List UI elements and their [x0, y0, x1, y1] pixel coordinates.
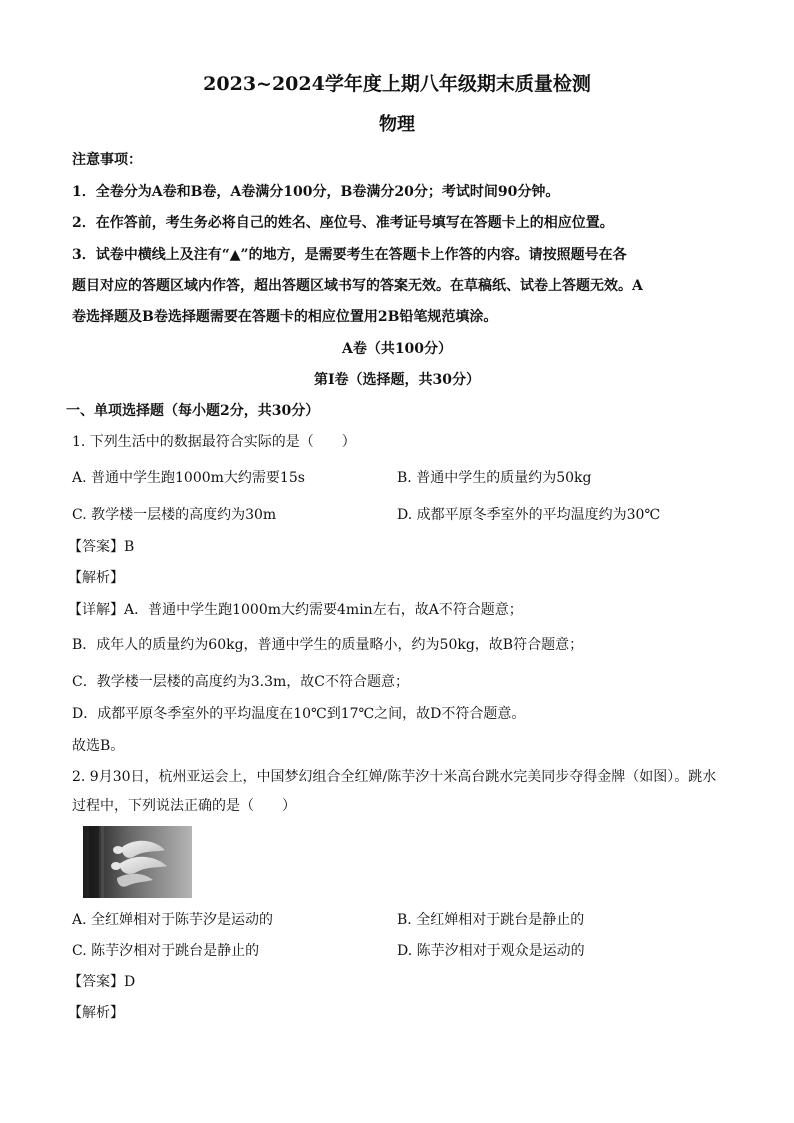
notice-item: 2．在作答前，考生务必将自己的姓名、座位号、准考证号填写在答题卡上的相应位置。: [72, 215, 614, 231]
notice-heading: 注意事项：: [72, 152, 142, 168]
subject-title: 物理: [379, 114, 415, 135]
q1-answer: 【答案】B: [68, 539, 135, 555]
q1-analysis-label: 【解析】: [68, 570, 124, 586]
q1-option-d: D. 成都平原冬季室外的平均温度约为30℃: [397, 507, 661, 523]
q2-analysis-label: 【解析】: [68, 1005, 124, 1021]
question-type-heading: 一、单项选择题（每小题2分，共30分）: [66, 403, 320, 419]
notice-item: 题目对应的答题区域内作答，超出答题区域书写的答案无效。在草稿纸、试卷上答题无效。A: [72, 278, 643, 294]
q1-option-a: A. 普通中学生跑1000m大约需要15s: [72, 470, 305, 486]
q1-option-b: B. 普通中学生的质量约为50kg: [397, 470, 592, 486]
notice-item: 1．全卷分为A卷和B卷，A卷满分100分，B卷满分20分；考试时间90分钟。: [72, 184, 560, 200]
notice-item: 卷选择题及B卷选择题需要在答题卡的相应位置用2B铅笔规范填涂。: [72, 309, 498, 325]
q2-option-b: B. 全红婵相对于跳台是静止的: [397, 912, 585, 928]
q2-stem-line2: 过程中，下列说法正确的是（ ）: [72, 798, 296, 814]
volume-a-heading: A卷（共100分）: [341, 341, 453, 357]
part-one-heading: 第Ⅰ卷（选择题，共30分）: [313, 372, 481, 388]
q2-answer: 【答案】D: [68, 974, 136, 990]
q1-detail-line: C．教学楼一层楼的高度约为3.3m，故C不符合题意；: [72, 674, 409, 690]
exam-title: 2023~2024学年度上期八年级期末质量检测: [203, 73, 591, 95]
q2-option-c: C. 陈芋汐相对于跳台是静止的: [72, 943, 260, 959]
q1-detail-line: B．成年人的质量约为60kg，普通中学生的质量略小，约为50kg，故B符合题意；: [72, 637, 584, 653]
notice-item: 3．试卷中横线上及注有“▲”的地方，是需要考生在答题卡上作答的内容。请按照题号在各: [72, 247, 627, 263]
q2-option-a: A. 全红婵相对于陈芋汐是运动的: [72, 912, 274, 928]
q2-option-d: D. 陈芋汐相对于观众是运动的: [397, 943, 585, 959]
q1-stem: 1. 下列生活中的数据最符合实际的是（ ）: [72, 434, 356, 450]
q2-stem-line1: 2. 9月30日，杭州亚运会上，中国梦幻组合全红婵/陈芋汐十米高台跳水完美同步夺得金牌（如图）。跳水: [72, 769, 717, 785]
diving-photo: [83, 826, 192, 898]
diving-photo-graphic: [83, 826, 192, 898]
q1-detail-line: D．成都平原冬季室外的平均温度在10℃到17℃之间，故D不符合题意。: [72, 706, 526, 722]
q1-option-c: C. 教学楼一层楼的高度约为30m: [72, 507, 277, 523]
q1-detail-line: 【详解】A．普通中学生跑1000m大约需要4min左右，故A不符合题意；: [68, 602, 523, 618]
q1-detail-line: 故选B。: [72, 738, 125, 754]
